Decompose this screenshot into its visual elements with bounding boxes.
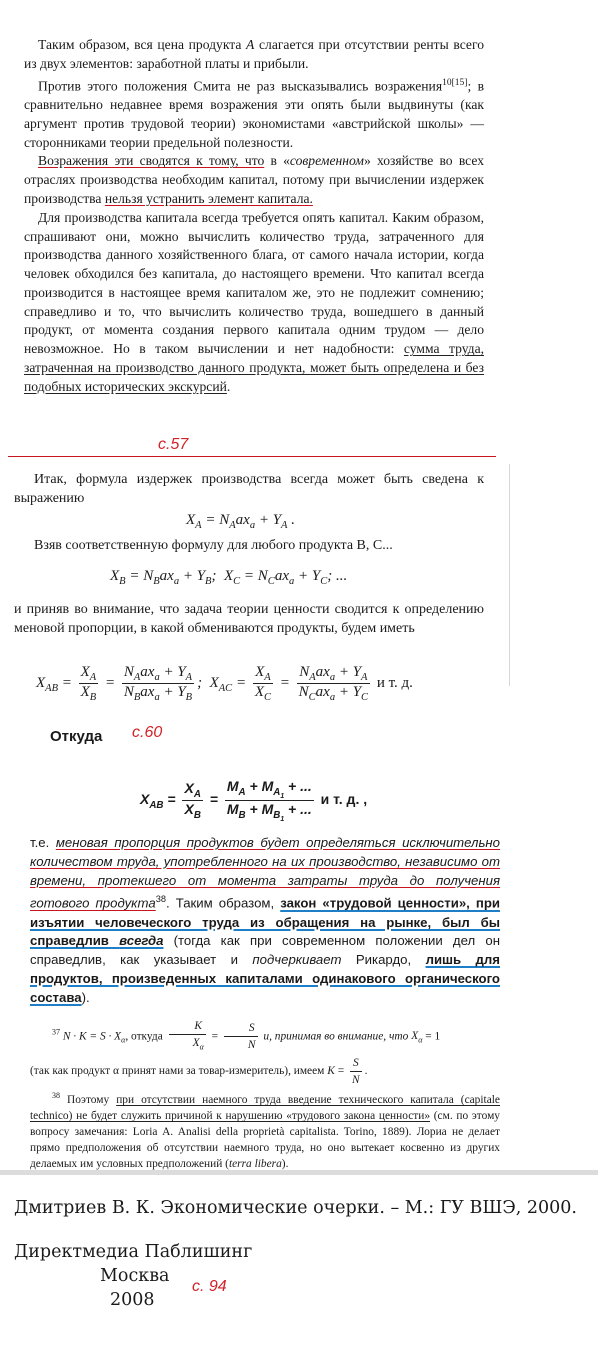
text-block-highlighted (30, 834, 500, 1008)
footnote-37-cont: (так как продукт α принят нами за товар-измеритель), имеем K = $\frac{S}{N}$ . (30, 1057, 368, 1087)
text: в « (264, 153, 290, 169)
formula-xb-xc: $X_B = N_Bax_a + Y_B$; $X_C = N_Cax_a + Y_C$; ... (110, 568, 348, 587)
footnote-number: 38 (52, 1091, 60, 1101)
underlined-text: всегда (119, 933, 164, 949)
formula-xab-labor: $X_{AB}$ = $\frac{X_A}{X_B}$ = $\frac{M_A + M_{A_1} + ...}{M_B + M_{B_1} + ...}$ и т. д. , (140, 778, 368, 823)
underlined-text: сумма труда, затраченная на производство данного продукта, может быть определена и без подобных исторических экскурсий (24, 341, 484, 394)
text: и т. д. , (320, 790, 368, 807)
text: . Таким образом, (166, 895, 281, 911)
footnote-38 (30, 1088, 500, 1172)
text: Таким образом, вся цена продукта (38, 37, 247, 52)
text-block-p57 (24, 36, 484, 397)
paragraph (24, 209, 484, 397)
text: т.е. (30, 835, 56, 850)
text: современном (289, 153, 364, 169)
footnote-ref: 38 (155, 894, 167, 905)
text: ; в сравнительно недавнее время возражения эти опять были выдвинуты (как аргумент против трудовой теории) экономистами «австрийской школы» — сторонниками теории предельной полезности. (24, 78, 484, 150)
paragraph: и приняв во внимание, что задача теории ценности сводится к определению меновой пропорции, в какой обмениваются продукты, будем иметь (14, 602, 484, 636)
footnote-37: $^{37}$ $N \cdot K = S \cdot X_\alpha$, откуда $\frac{K}{X_\alpha}$ = $\frac{S}{N}$ u, принимая во внимание, что $X_\alpha = 1$ (52, 1020, 441, 1052)
underlined-text: закон «трудовой ценности», при изъятии человеческого труда из обращения на рынке, был бы справедлив (30, 895, 500, 949)
page-label-57: с.57 (158, 436, 189, 453)
red-divider (8, 456, 496, 457)
text: и т. д. (376, 674, 413, 691)
publisher-block (14, 1240, 252, 1312)
text: слагается при отсутствии ренты всего из двух элементов: заработной платы и прибыли. (24, 37, 484, 71)
text: ). (81, 989, 90, 1005)
underlined-text: меновая пропорция продуктов будет определяться исключительно количеством труда, употребленного на их производство, независимо от времени, протекшего от момента затраты труда до получения готового продукта (30, 835, 500, 911)
year: 2008 (110, 1290, 155, 1310)
separator-band (0, 1170, 598, 1175)
heading-otkuda: Откуда (50, 728, 103, 745)
text: ). (281, 1158, 289, 1171)
footnotes (30, 1018, 500, 1172)
publisher: Директмедиа Паблишинг (14, 1242, 253, 1262)
page-label-94: с. 94 (192, 1278, 227, 1295)
footnote-ref: 10[15] (442, 77, 468, 88)
paragraph (24, 74, 484, 153)
formula-xab-xac: $X_{AB}$ = $\frac{X_A}{X_B}$ = $\frac{N_Aax_a + Y_A}{N_Bax_a + Y_B}$ ; $X_{AC}$ = $\frac{X_A}{X_C}$ = $\frac{N_Aax_a + Y_A}{N_Cax_a + Y_C}$ и т. д. (36, 664, 413, 703)
footnote-number: 37 (52, 1027, 60, 1037)
paragraph (24, 152, 484, 208)
text: Рикардо, (341, 952, 426, 968)
text: , откуда (125, 1030, 163, 1043)
underlined-text: при отсутствии наемного труда введение технического капитала (capitale technico) не будет служить причиной к нарушению «трудового закона ценности» (30, 1094, 500, 1123)
paragraph: Итак, формула издержек производства всегда может быть сведена к выражению (14, 472, 484, 506)
page-label-60: с.60 (132, 724, 163, 741)
text: Против этого положения Смита не раз высказывались возражения (38, 78, 443, 94)
formula-xa: $X_A = N_Aax_a + Y_A$ . (186, 512, 295, 531)
text: (тогда как при современном положении дел он справедлив, как указывает и (30, 933, 500, 968)
city: Москва (100, 1266, 170, 1286)
paragraph: Взяв соответственную формулу для любого продукта B, C... (34, 538, 393, 553)
underlined-text: Возражения эти сводятся к тому, что (38, 153, 265, 169)
text: Для производства капитала всегда требуется опять капитал. Каким образом, спрашивают они, можно вычислить количество труда, затраченного для производства данного хозяйственного блага, от самого начала истории, когда человек обходился без капитала, до настоящего времени. Что капитал всегда производится в настоящее время капиталом же, это не подлежит сомнению; справедливо и то, что вычислить количество труда, вошедшего в данный продукт, от момента создания первого капитала одним трудом — дело невозможное. Но в таком вычислении и нет надобности: (24, 209, 484, 357)
citation-line: Дмитриев В. К. Экономические очерки. – М.: ГУ ВШЭ, 2000. (14, 1198, 577, 1218)
text: u, принимая во внимание, что (263, 1030, 409, 1043)
text: terra libera (228, 1158, 282, 1171)
text: подчеркивает (252, 952, 342, 968)
text: » хозяйстве во всех отраслях производства необходим капитал, потому при вычислении издержек производства (24, 153, 485, 206)
text-block-p60 (14, 470, 484, 508)
paragraph (30, 834, 500, 1008)
text: (см. по этому вопросу замечания: Loria A. Analisi della proprietà capitalista. Torino, 1889). Лориа не делает прямо предположения об отсутствии наемного труда, но оно вытекает косвенно из других делаемых им условных предположений ( (30, 1110, 500, 1171)
underlined-text: нельзя устранить элемент капитала. (104, 190, 313, 206)
paragraph (24, 36, 484, 74)
text: Поэтому (67, 1094, 117, 1107)
text: A (246, 37, 255, 52)
underlined-text: лишь для продуктов, произведенных капиталами одинакового органического состава (30, 952, 500, 1005)
vertical-rule (509, 464, 510, 686)
text: (так как продукт α принят нами за товар-измеритель), имеем (30, 1065, 325, 1078)
text: . (226, 378, 231, 394)
